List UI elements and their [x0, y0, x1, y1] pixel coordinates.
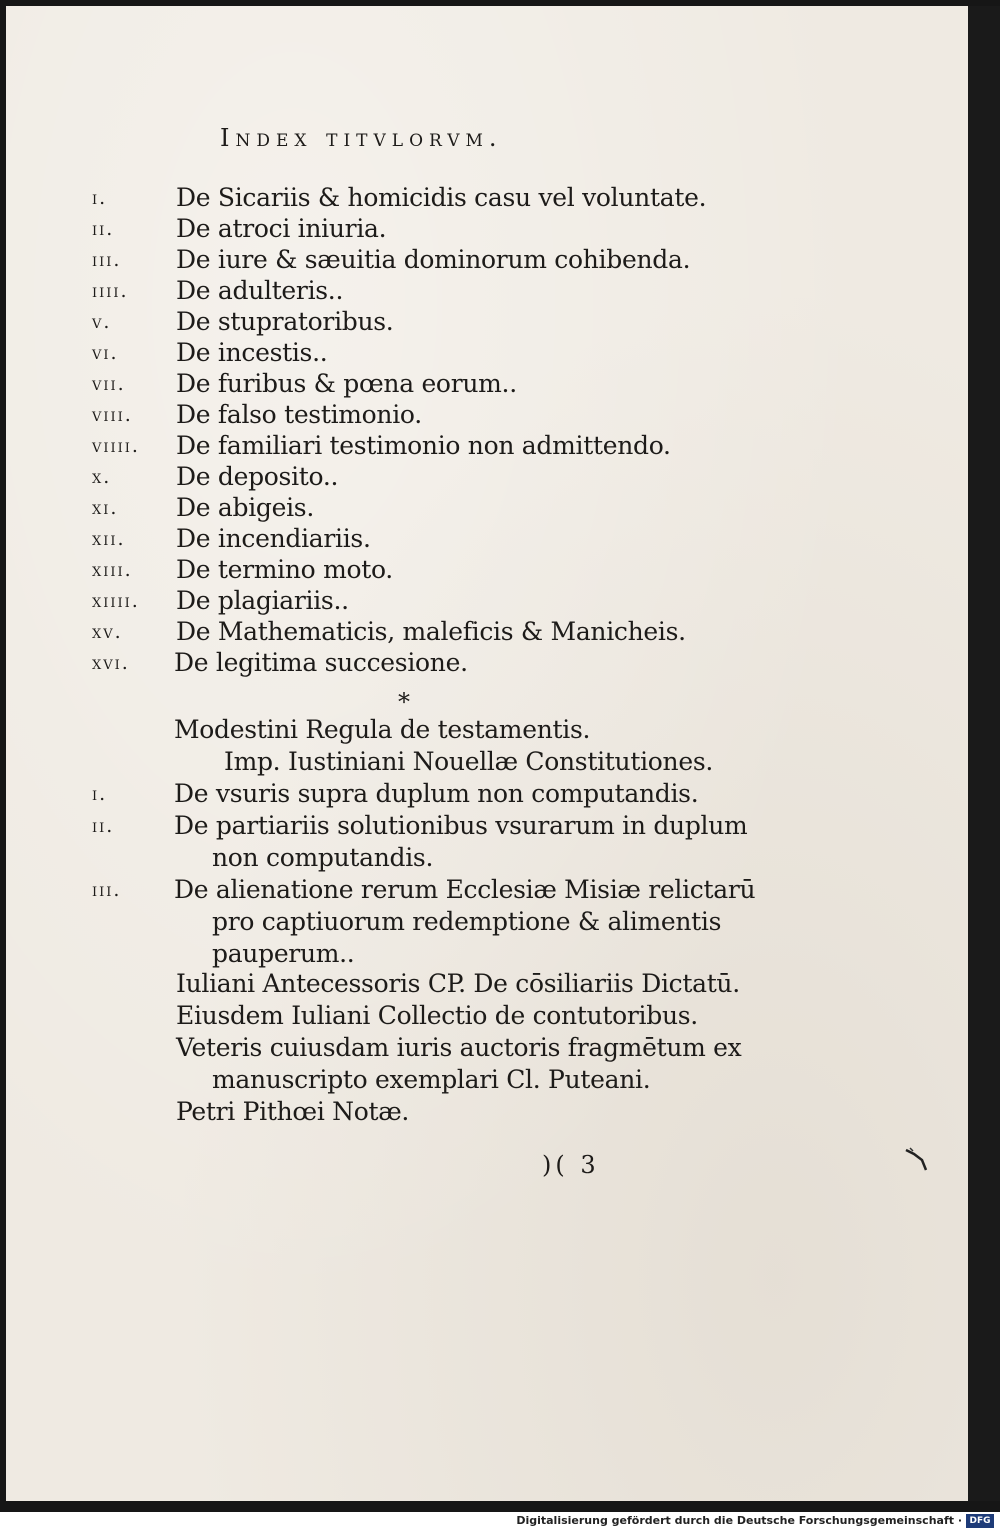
index-entry	[6, 461, 966, 493]
index-entry	[6, 337, 966, 369]
entry-text: De atroci iniuria.	[176, 214, 387, 243]
novella-entry	[6, 874, 966, 906]
page-right-edge	[968, 6, 1000, 1501]
ink-mark-icon	[904, 1146, 930, 1172]
index-entry	[6, 306, 966, 338]
entry-text: De abigeis.	[176, 493, 314, 522]
book-page	[6, 6, 968, 1501]
entry-number: ii.	[92, 815, 115, 837]
index-entry	[6, 399, 966, 431]
entry-number: xv.	[92, 621, 123, 643]
extra-continuation	[6, 1064, 966, 1096]
index-entry	[6, 647, 966, 679]
entry-text: pauperum..	[212, 939, 355, 968]
entry-number: vii.	[92, 373, 126, 395]
entry-text: De adulteris..	[176, 276, 344, 305]
entry-text: De iure & sæuitia dominorum cohibenda.	[176, 245, 691, 274]
index-entry	[6, 554, 966, 586]
entry-text: De deposito..	[176, 462, 339, 491]
novella-entry	[6, 778, 966, 810]
entry-number: v.	[92, 311, 112, 333]
extra-entry	[6, 1096, 966, 1128]
entry-text: De partiariis solutionibus vsurarum in duplum	[174, 811, 748, 840]
entry-text: De incestis..	[176, 338, 328, 367]
modestini-entry	[6, 714, 966, 746]
entry-text: Eiusdem Iuliani Collectio de contutoribus.	[176, 1001, 698, 1030]
entry-text: manuscripto exemplari Cl. Puteani.	[212, 1065, 651, 1094]
entry-number: iiii.	[92, 280, 129, 302]
asterisk-separator: *	[398, 688, 410, 716]
entry-text: pro captiuorum redemptione & alimentis	[212, 907, 722, 936]
entry-text: De familiari testimonio non admittendo.	[176, 431, 671, 460]
index-entry	[6, 430, 966, 462]
extra-entry	[6, 1032, 966, 1064]
entry-number: xvi.	[92, 652, 130, 674]
entry-text: Petri Pithœi Notæ.	[176, 1097, 410, 1126]
entry-text: non computandis.	[212, 843, 434, 872]
entry-text: De stupratoribus.	[176, 307, 394, 336]
entry-number: xiiii.	[92, 590, 140, 612]
entry-number: xi.	[92, 497, 119, 519]
footer-credit: Digitalisierung gefördert durch die Deutsche Forschungsgemeinschaft ·	[516, 1514, 962, 1527]
entry-number: xii.	[92, 528, 126, 550]
entry-text: De vsuris supra duplum non computandis.	[174, 779, 699, 808]
entry-number: x.	[92, 466, 112, 488]
index-entry	[6, 368, 966, 400]
index-entry	[6, 585, 966, 617]
entry-text: De legitima succesione.	[174, 648, 468, 677]
index-entry	[6, 523, 966, 555]
novella-continuation	[6, 938, 966, 970]
novella-continuation	[6, 842, 966, 874]
entry-number: ii.	[92, 218, 115, 240]
entry-text: De furibus & pœna eorum..	[176, 369, 517, 398]
entry-text: De falso testimonio.	[176, 400, 422, 429]
section-heading: Imp. Iustiniani Nouellæ Constitutiones.	[224, 747, 713, 776]
novellae-heading	[6, 746, 966, 778]
entry-text: De Sicariis & homicidis casu vel voluntate.	[176, 183, 707, 212]
page-title: Index titvlorvm.	[220, 124, 503, 152]
folio-signature: )( 3	[542, 1151, 600, 1179]
novella-entry	[6, 810, 966, 842]
entry-number: i.	[92, 783, 108, 805]
entry-text: De termino moto.	[176, 555, 393, 584]
entry-number: viiii.	[92, 435, 140, 457]
extra-entry	[6, 1000, 966, 1032]
entry-text: Iuliani Antecessoris CP. De cōsiliariis Dictatū.	[176, 969, 740, 998]
entry-text: Modestini Regula de testamentis.	[174, 715, 591, 744]
entry-number: iii.	[92, 879, 122, 901]
entry-number: iii.	[92, 249, 122, 271]
index-entry	[6, 244, 966, 276]
entry-number: viii.	[92, 404, 133, 426]
index-entry	[6, 275, 966, 307]
extra-entry	[6, 968, 966, 1000]
index-entry	[6, 182, 966, 214]
novella-continuation	[6, 906, 966, 938]
entry-text: De incendiariis.	[176, 524, 371, 553]
entry-number: i.	[92, 187, 108, 209]
index-entry	[6, 213, 966, 245]
index-entry	[6, 492, 966, 524]
entry-text: De Mathematicis, maleficis & Manicheis.	[176, 617, 686, 646]
dfg-logo: DFG	[966, 1514, 994, 1528]
entry-text: De alienatione rerum Ecclesiæ Misiæ relictarū	[174, 875, 756, 904]
entry-text: Veteris cuiusdam iuris auctoris fragmētum ex	[176, 1033, 742, 1062]
entry-text: De plagiariis..	[176, 586, 349, 615]
entry-number: vi.	[92, 342, 119, 364]
entry-number: xiii.	[92, 559, 133, 581]
index-entry	[6, 616, 966, 648]
